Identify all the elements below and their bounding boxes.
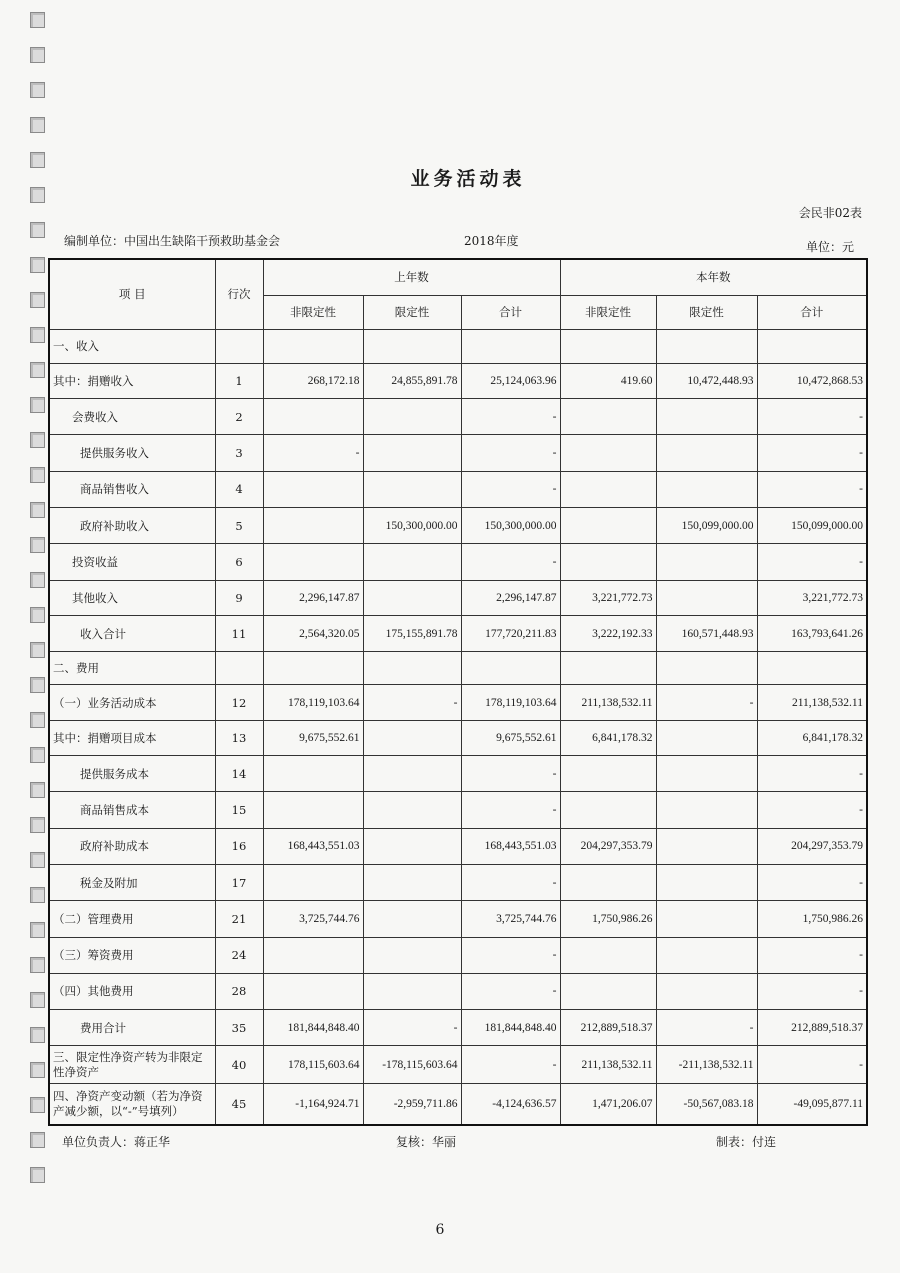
binder-hole — [30, 817, 45, 833]
row-item-label: 提供服务收入 — [49, 435, 215, 471]
table-row — [49, 720, 867, 755]
row-line-number — [215, 652, 263, 685]
column-header-restricted: 限定性 — [363, 295, 461, 329]
value-cell: 3,725,744.76 — [461, 901, 560, 937]
row-item-label: 商品销售收入 — [49, 471, 215, 507]
value-cell: 168,443,551.03 — [461, 828, 560, 864]
value-cell — [363, 471, 461, 507]
value-cell — [656, 828, 757, 864]
value-cell: 204,297,353.79 — [757, 828, 867, 864]
value-cell: - — [461, 864, 560, 900]
binder-hole — [30, 1097, 45, 1113]
footer-preparer: 制表：付连 — [716, 1135, 777, 1149]
value-cell — [363, 580, 461, 615]
value-cell: 268,172.18 — [263, 363, 363, 398]
binder-hole — [30, 432, 45, 448]
binder-hole — [30, 677, 45, 693]
row-item-label: 二、费用 — [49, 652, 215, 685]
row-line-number: 35 — [215, 1010, 263, 1046]
table-row — [49, 615, 867, 651]
row-line-number: 2 — [215, 399, 263, 435]
value-cell: - — [757, 399, 867, 435]
value-cell: - — [656, 685, 757, 720]
row-item-label: 投资收益 — [49, 544, 215, 580]
row-item-label: 政府补助收入 — [49, 507, 215, 543]
value-cell: 25,124,063.96 — [461, 363, 560, 398]
value-cell — [461, 652, 560, 685]
value-cell — [656, 544, 757, 580]
binder-hole — [30, 362, 45, 378]
value-cell: 10,472,868.53 — [757, 363, 867, 398]
binder-hole — [30, 887, 45, 903]
table-row — [49, 973, 867, 1009]
value-cell — [656, 329, 757, 363]
row-item-label: 其中：捐赠收入 — [49, 363, 215, 398]
value-cell: - — [757, 544, 867, 580]
binder-hole — [30, 467, 45, 483]
report-title: 业务活动表 — [410, 168, 526, 190]
row-item-label: 费用合计 — [49, 1010, 215, 1046]
value-cell: - — [263, 435, 363, 471]
value-cell: - — [363, 1010, 461, 1046]
value-cell — [363, 792, 461, 828]
row-line-number: 14 — [215, 755, 263, 791]
binder-hole — [30, 992, 45, 1008]
value-cell — [656, 720, 757, 755]
value-cell: - — [757, 937, 867, 973]
binder-hole — [30, 922, 45, 938]
value-cell: - — [461, 973, 560, 1009]
column-header-line: 行次 — [215, 259, 263, 329]
row-line-number: 5 — [215, 507, 263, 543]
footer-responsible-person: 单位负责人：蒋正华 — [62, 1135, 171, 1149]
value-cell — [560, 399, 656, 435]
binder-hole — [30, 327, 45, 343]
table-row — [49, 435, 867, 471]
value-cell — [461, 329, 560, 363]
value-cell: -50,567,083.18 — [656, 1083, 757, 1125]
row-item-label: 会费收入 — [49, 399, 215, 435]
value-cell — [363, 864, 461, 900]
value-cell: - — [461, 1046, 560, 1083]
value-cell: 10,472,448.93 — [656, 363, 757, 398]
row-item-label: 四、净资产变动额（若为净资产减少额，以“-”号填列） — [49, 1083, 215, 1125]
value-cell: - — [757, 755, 867, 791]
binder-hole — [30, 712, 45, 728]
table-row — [49, 864, 867, 900]
value-cell — [656, 580, 757, 615]
binder-hole — [30, 12, 45, 28]
row-item-label: 税金及附加 — [49, 864, 215, 900]
table-row — [49, 685, 867, 720]
row-item-label: （一）业务活动成本 — [49, 685, 215, 720]
column-header-unrestricted: 非限定性 — [263, 295, 363, 329]
value-cell: 178,119,103.64 — [263, 685, 363, 720]
binder-hole — [30, 1132, 45, 1148]
column-header-total: 合计 — [757, 295, 867, 329]
value-cell: - — [461, 755, 560, 791]
value-cell: 24,855,891.78 — [363, 363, 461, 398]
report-year: 2018年度 — [464, 234, 519, 248]
value-cell: 6,841,178.32 — [560, 720, 656, 755]
value-cell — [560, 435, 656, 471]
value-cell — [656, 399, 757, 435]
row-line-number: 15 — [215, 792, 263, 828]
row-line-number: 13 — [215, 720, 263, 755]
binder-hole — [30, 572, 45, 588]
value-cell: 2,296,147.87 — [263, 580, 363, 615]
value-cell — [757, 652, 867, 685]
binder-hole — [30, 222, 45, 238]
value-cell: 2,564,320.05 — [263, 615, 363, 651]
value-cell — [656, 652, 757, 685]
binder-hole — [30, 852, 45, 868]
value-cell: 150,300,000.00 — [461, 507, 560, 543]
value-cell — [363, 973, 461, 1009]
value-cell — [560, 329, 656, 363]
value-cell — [263, 755, 363, 791]
value-cell — [656, 901, 757, 937]
value-cell — [656, 864, 757, 900]
value-cell — [656, 792, 757, 828]
value-cell — [363, 720, 461, 755]
value-cell — [363, 901, 461, 937]
value-cell — [263, 652, 363, 685]
value-cell — [363, 399, 461, 435]
value-cell — [560, 792, 656, 828]
value-cell: 3,725,744.76 — [263, 901, 363, 937]
row-line-number: 12 — [215, 685, 263, 720]
table-row — [49, 1083, 867, 1125]
value-cell: -1,164,924.71 — [263, 1083, 363, 1125]
value-cell: - — [461, 792, 560, 828]
binder-hole — [30, 117, 45, 133]
row-line-number: 6 — [215, 544, 263, 580]
column-group-prev-year: 上年数 — [263, 259, 560, 295]
row-line-number: 28 — [215, 973, 263, 1009]
value-cell — [263, 507, 363, 543]
row-line-number: 11 — [215, 615, 263, 651]
value-cell — [263, 399, 363, 435]
table-row — [49, 399, 867, 435]
value-cell — [656, 435, 757, 471]
value-cell — [560, 652, 656, 685]
value-cell — [263, 973, 363, 1009]
value-cell — [263, 792, 363, 828]
value-cell: 1,471,206.07 — [560, 1083, 656, 1125]
value-cell — [263, 937, 363, 973]
binder-hole — [30, 397, 45, 413]
row-line-number: 45 — [215, 1083, 263, 1125]
value-cell: 211,138,532.11 — [560, 1046, 656, 1083]
value-cell: 419.60 — [560, 363, 656, 398]
row-item-label: （四）其他费用 — [49, 973, 215, 1009]
form-code: 会民非02表 — [798, 206, 862, 220]
value-cell: 1,750,986.26 — [757, 901, 867, 937]
row-line-number: 16 — [215, 828, 263, 864]
table-row — [49, 507, 867, 543]
value-cell: 3,221,772.73 — [560, 580, 656, 615]
value-cell: - — [461, 399, 560, 435]
row-item-label: （二）管理费用 — [49, 901, 215, 937]
binder-hole — [30, 782, 45, 798]
value-cell — [656, 755, 757, 791]
value-cell: - — [757, 435, 867, 471]
value-cell: 150,099,000.00 — [656, 507, 757, 543]
value-cell: 178,119,103.64 — [461, 685, 560, 720]
value-cell — [363, 755, 461, 791]
value-cell: 160,571,448.93 — [656, 615, 757, 651]
value-cell: 150,099,000.00 — [757, 507, 867, 543]
binder-hole — [30, 292, 45, 308]
table-row — [49, 792, 867, 828]
value-cell — [363, 652, 461, 685]
row-item-label: 政府补助成本 — [49, 828, 215, 864]
table-row — [49, 471, 867, 507]
value-cell: 177,720,211.83 — [461, 615, 560, 651]
value-cell — [560, 864, 656, 900]
row-item-label: 三、限定性净资产转为非限定性净资产 — [49, 1046, 215, 1083]
column-header-restricted: 限定性 — [656, 295, 757, 329]
value-cell: - — [656, 1010, 757, 1046]
value-cell: 1,750,986.26 — [560, 901, 656, 937]
binder-hole — [30, 502, 45, 518]
row-item-label: 提供服务成本 — [49, 755, 215, 791]
value-cell: 211,138,532.11 — [757, 685, 867, 720]
value-cell: - — [757, 471, 867, 507]
table-row — [49, 544, 867, 580]
value-cell: -4,124,636.57 — [461, 1083, 560, 1125]
value-cell: -178,115,603.64 — [363, 1046, 461, 1083]
row-line-number: 24 — [215, 937, 263, 973]
binder-hole — [30, 957, 45, 973]
value-cell: 3,221,772.73 — [757, 580, 867, 615]
value-cell — [363, 435, 461, 471]
value-cell — [363, 937, 461, 973]
table-row — [49, 755, 867, 791]
table-row — [49, 363, 867, 398]
binder-hole — [30, 82, 45, 98]
row-line-number: 3 — [215, 435, 263, 471]
table-row — [49, 1046, 867, 1083]
value-cell: 178,115,603.64 — [263, 1046, 363, 1083]
binder-hole — [30, 1167, 45, 1183]
footer-reviewer: 复核：华丽 — [396, 1135, 457, 1149]
value-cell — [263, 864, 363, 900]
row-item-label: 一、收入 — [49, 329, 215, 363]
binder-hole — [30, 1027, 45, 1043]
table-row — [49, 1010, 867, 1046]
value-cell: -49,095,877.11 — [757, 1083, 867, 1125]
value-cell: 181,844,848.40 — [461, 1010, 560, 1046]
binder-hole — [30, 257, 45, 273]
value-cell: - — [757, 973, 867, 1009]
value-cell: 168,443,551.03 — [263, 828, 363, 864]
row-line-number — [215, 329, 263, 363]
value-cell — [560, 471, 656, 507]
currency-unit: 单位：元 — [805, 240, 854, 254]
value-cell: -2,959,711.86 — [363, 1083, 461, 1125]
value-cell: 212,889,518.37 — [757, 1010, 867, 1046]
row-line-number: 40 — [215, 1046, 263, 1083]
column-header-unrestricted: 非限定性 — [560, 295, 656, 329]
value-cell — [560, 937, 656, 973]
value-cell: 2,296,147.87 — [461, 580, 560, 615]
value-cell: - — [461, 435, 560, 471]
table-row — [49, 580, 867, 615]
value-cell — [263, 329, 363, 363]
value-cell: 6,841,178.32 — [757, 720, 867, 755]
value-cell — [363, 544, 461, 580]
row-line-number: 1 — [215, 363, 263, 398]
row-line-number: 17 — [215, 864, 263, 900]
column-group-curr-year: 本年数 — [560, 259, 867, 295]
row-item-label: 其他收入 — [49, 580, 215, 615]
row-line-number: 21 — [215, 901, 263, 937]
table-row — [49, 901, 867, 937]
value-cell: 9,675,552.61 — [461, 720, 560, 755]
value-cell — [757, 329, 867, 363]
column-header-item: 项 目 — [49, 259, 215, 329]
value-cell — [263, 471, 363, 507]
value-cell: - — [757, 792, 867, 828]
binder-hole — [30, 747, 45, 763]
value-cell: 212,889,518.37 — [560, 1010, 656, 1046]
binder-hole — [30, 47, 45, 63]
value-cell — [656, 973, 757, 1009]
value-cell: 150,300,000.00 — [363, 507, 461, 543]
column-header-total: 合计 — [461, 295, 560, 329]
value-cell — [560, 507, 656, 543]
table-row — [49, 937, 867, 973]
value-cell: - — [461, 471, 560, 507]
value-cell: - — [757, 864, 867, 900]
table-row — [49, 652, 867, 685]
value-cell: - — [757, 1046, 867, 1083]
value-cell: - — [461, 937, 560, 973]
row-item-label: 其中：捐赠项目成本 — [49, 720, 215, 755]
value-cell — [656, 471, 757, 507]
binder-hole — [30, 642, 45, 658]
reporting-entity: 编制单位：中国出生缺陷干预救助基金会 — [64, 234, 281, 248]
row-line-number: 9 — [215, 580, 263, 615]
value-cell — [263, 544, 363, 580]
value-cell: 163,793,641.26 — [757, 615, 867, 651]
value-cell — [560, 973, 656, 1009]
row-line-number: 4 — [215, 471, 263, 507]
binder-hole — [30, 1062, 45, 1078]
value-cell: - — [363, 685, 461, 720]
value-cell — [363, 828, 461, 864]
value-cell: - — [461, 544, 560, 580]
value-cell — [560, 755, 656, 791]
binder-hole — [30, 607, 45, 623]
value-cell — [656, 937, 757, 973]
value-cell — [560, 544, 656, 580]
value-cell: 9,675,552.61 — [263, 720, 363, 755]
page-number: 6 — [435, 1222, 445, 1238]
value-cell: 211,138,532.11 — [560, 685, 656, 720]
table-row — [49, 828, 867, 864]
value-cell: 175,155,891.78 — [363, 615, 461, 651]
row-item-label: （三）筹资费用 — [49, 937, 215, 973]
activity-statement-table — [48, 258, 868, 1126]
value-cell: 181,844,848.40 — [263, 1010, 363, 1046]
binder-hole — [30, 537, 45, 553]
value-cell — [363, 329, 461, 363]
table-row — [49, 329, 867, 363]
value-cell: 204,297,353.79 — [560, 828, 656, 864]
row-item-label: 收入合计 — [49, 615, 215, 651]
value-cell: 3,222,192.33 — [560, 615, 656, 651]
row-item-label: 商品销售成本 — [49, 792, 215, 828]
value-cell: -211,138,532.11 — [656, 1046, 757, 1083]
